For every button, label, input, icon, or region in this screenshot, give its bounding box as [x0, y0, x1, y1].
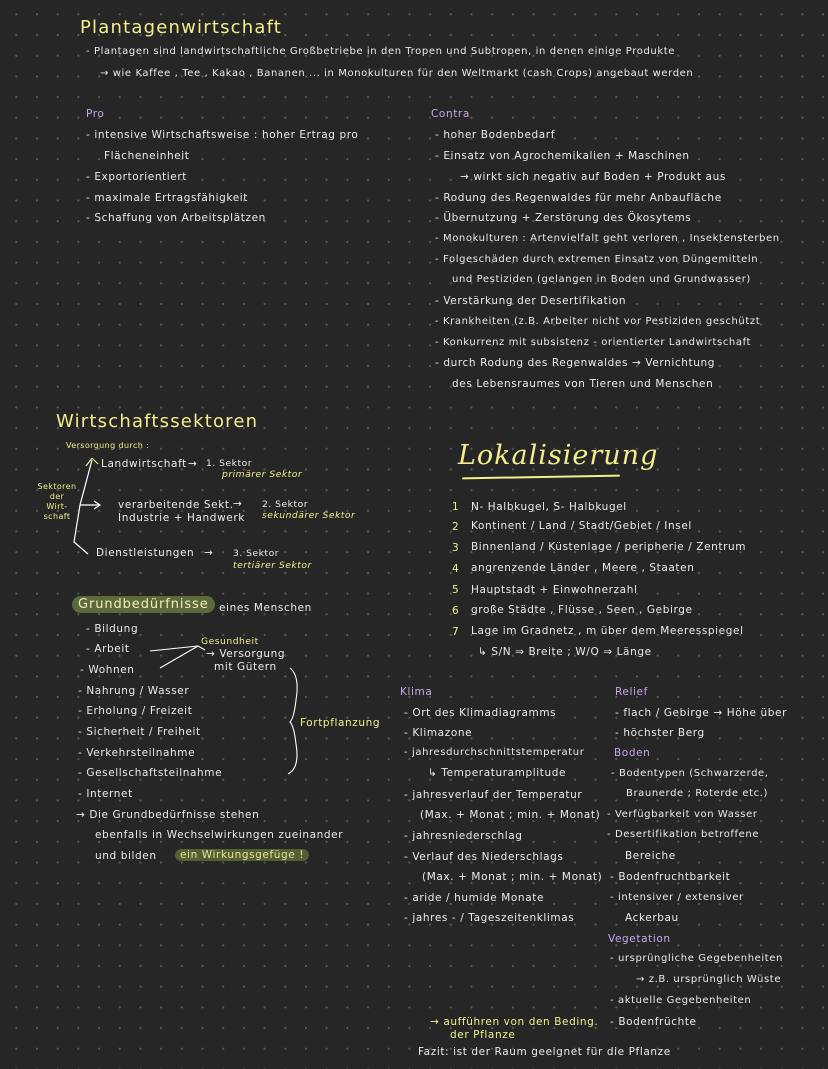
klima-item: - jahresdurchschnittstemperatur [404, 747, 585, 758]
grund-item: - Nahrung / Wasser [78, 685, 190, 697]
sektor-row3-number: 3. Sektor [233, 548, 279, 559]
contra-item: - Folgeschäden durch extremen Einsatz von Düngemitteln [435, 254, 759, 265]
boden-item: - Verfügbarkeit von Wasser [607, 809, 758, 820]
boden-heading: Boden [614, 747, 651, 759]
vegetation-item: - ursprüngliche Gegebenheiten [610, 953, 783, 964]
fazit-arrow-line1: → aufführen von den Beding. [430, 1016, 599, 1028]
grund-title: Grundbedürfnisse [72, 596, 215, 613]
fazit-text: Fazit: ist der Raum geeignet für die Pflanze [418, 1046, 671, 1058]
klima-item: - Verlauf des Niederschlags [404, 851, 564, 863]
plantagen-title: Plantagenwirtschaft [80, 17, 283, 38]
contra-item: - durch Rodung des Regenwaldes → Vernichtung [435, 357, 715, 369]
contra-item: - Verstärkung der Desertifikation [435, 295, 627, 307]
sektor-row3-name: tertiärer Sektor [233, 560, 312, 571]
grund-item: - Gesellschaftsteilnahme [78, 767, 223, 779]
sektor-row2-sublabel: Industrie + Handwerk [118, 512, 245, 524]
vegetation-item: - aktuelle Gegebenheiten [610, 995, 752, 1006]
lokal-item: N- Halbkugel, S- Halbkugel [471, 501, 627, 513]
fazit-arrow-line2: der Pflanze [450, 1029, 516, 1041]
sektor-row3-label: Dienstleistungen [96, 547, 195, 559]
grund-note-line1: → Die Grundbedürfnisse stehen [76, 809, 260, 821]
arrow-icon: → [233, 498, 243, 510]
sektor-row2-label: verarbeitende Sekt. [118, 499, 234, 511]
grund-versorgung: → Versorgung [206, 648, 286, 660]
contra-item: - Rodung des Regenwaldes für mehr Anbaufläche [435, 192, 722, 204]
klima-item: - Klimazone [404, 727, 473, 739]
grund-title-wrap [72, 597, 215, 612]
grund-fortpflanzung: Fortpflanzung [300, 717, 381, 729]
lokal-number: 2 [452, 521, 460, 533]
klima-item: ↳ Temperaturamplitude [428, 767, 567, 779]
lokal-number: 3 [452, 542, 460, 554]
klima-item: - Ort des Klimadiagramms [404, 707, 557, 719]
klima-item: - jahresverlauf der Temperatur [404, 789, 583, 801]
klima-item: - jahres - / Tageszeitenklimas [404, 912, 575, 924]
grund-item: - Wohnen [80, 664, 135, 676]
contra-item: - Monokulturen : Artenvielfalt geht verloren , Insektensterben [435, 233, 780, 244]
sektor-row2-name: sekundärer Sektor [262, 510, 356, 521]
boden-item: - Desertifikation betroffene [607, 829, 760, 840]
lokal-item: große Städte , Flüsse , Seen , Gebirge [471, 604, 693, 616]
sektor-row1-label: Landwirtschaft [101, 458, 187, 470]
pro-item: Flächeneinheit [104, 150, 190, 162]
lokal-item: Kontinent / Land / Stadt/Gebiet / Insel [471, 520, 692, 532]
klima-item: - aride / humide Monate [404, 892, 544, 904]
grund-item: - Verkehrsteilnahme [78, 747, 196, 759]
grund-item: - Sicherheit / Freiheit [78, 726, 201, 738]
grund-note-line3: und bilden [95, 850, 157, 862]
lokal-number: 6 [452, 605, 460, 617]
arrow-icon: → [188, 458, 198, 470]
sektoren-versorgung: Versorgung durch : [66, 441, 150, 450]
lokal-item: Hauptstadt + Einwohnerzahl [471, 584, 638, 596]
sektor-row2-number: 2. Sektor [262, 499, 308, 510]
contra-item: - Übernutzung + Zerstörung des Ökosytems [435, 212, 692, 224]
vegetation-item: - Bodenfrüchte [610, 1016, 697, 1028]
contra-item: des Lebensraumes von Tieren und Menschen [452, 378, 714, 390]
lokal-title: Lokalisierung [458, 440, 659, 471]
contra-item: → wirkt sich negativ auf Boden + Produkt aus [460, 171, 726, 183]
relief-item: - höchster Berg [615, 727, 705, 739]
boden-item: Bereiche [625, 850, 676, 862]
side-label-line: Sektoren [37, 482, 77, 491]
grund-item: - Internet [78, 788, 133, 800]
lokal-item: Binnenland / Küstenlage / peripherie / Zentrum [471, 541, 747, 553]
relief-heading: Relief [615, 686, 648, 698]
klima-item: (Max. + Monat ; min. + Monat) [420, 809, 601, 821]
grund-note-highlight-wrap [175, 848, 309, 862]
sektor-row1-number: 1. Sektor [206, 458, 252, 469]
pro-heading: Pro [86, 108, 105, 120]
klima-item: (Max. + Monat ; min. + Monat) [422, 871, 603, 883]
grund-title-suffix: eines Menschen [219, 602, 312, 614]
pro-item: - Schaffung von Arbeitsplätzen [86, 212, 266, 224]
contra-item: und Pestiziden (gelangen in Boden und Grundwasser) [452, 274, 751, 285]
pro-item: - intensive Wirtschaftsweise : hoher Ertrag pro [86, 129, 359, 141]
lokal-item: angrenzende Länder , Meere , Staaten [471, 562, 695, 574]
klima-heading: Klima [400, 686, 433, 698]
plantagen-definition-line2: → wie Kaffee , Tee , Kakao , Bananen ... in Monokulturen für den Weltmarkt (cash Crops) angebaut werden [100, 68, 694, 79]
grund-note-line2: ebenfalls in Wechselwirkungen zueinander [95, 829, 344, 841]
arrow-icon: → [204, 547, 214, 559]
vegetation-heading: Vegetation [608, 933, 671, 945]
lokal-item: Lage im Gradnetz , m über dem Meeresspiegel [471, 625, 744, 637]
sektoren-title: Wirtschaftssektoren [56, 411, 259, 432]
boden-item: - Bodenfruchtbarkeit [610, 871, 731, 883]
lokal-sub: ↳ S/N ⇒ Breite ; W/O ⇒ Länge [478, 646, 652, 658]
boden-item: Braunerde ; Roterde etc.) [626, 788, 769, 799]
grund-mit-guetern: mit Gütern [214, 661, 277, 673]
grund-note-highlight: ein Wirkungsgefüge ! [175, 849, 309, 861]
boden-item: - intensiver / extensiver [610, 892, 744, 903]
contra-item: - Einsatz von Agrochemikalien + Maschinen [435, 150, 690, 162]
lokal-number: 5 [452, 584, 460, 596]
grund-gesundheit: Gesundheit [201, 636, 259, 647]
relief-item: - flach / Gebirge → Höhe über [615, 707, 787, 719]
grund-item: - Bildung [86, 623, 139, 635]
grund-item: - Erholung / Freizeit [78, 705, 193, 717]
contra-item: - hoher Bodenbedarf [435, 129, 556, 141]
pro-item: - maximale Ertragsfähigkeit [86, 192, 249, 204]
boden-item: Ackerbau [625, 912, 679, 924]
plantagen-definition-line1: - Plantagen sind landwirtschaftliche Großbetriebe in den Tropen und Subtropen, in denen einige Produkte [86, 46, 676, 57]
pro-item: - Exportorientiert [86, 171, 187, 183]
contra-item: - Konkurrenz mit subsistenz - orientierter Landwirtschaft [435, 337, 752, 348]
lokal-number: 1 [452, 501, 460, 513]
sektor-row1-name: primärer Sektor [222, 469, 303, 480]
klima-item: - jahresniederschlag [404, 830, 523, 842]
boden-item: - Bodentypen (Schwarzerde, [611, 768, 769, 779]
lokal-number: 4 [452, 563, 460, 575]
grund-item: - Arbeit [86, 643, 130, 655]
side-label-line: der [49, 492, 65, 501]
lokal-number: 7 [452, 626, 460, 638]
vegetation-item: → z.B. ursprünglich Wüste [636, 974, 782, 985]
side-label-line: Wirt- [46, 502, 68, 511]
contra-item: - Krankheiten (z.B. Arbeiter nicht vor Pestiziden geschützt [435, 316, 761, 327]
side-label-line: schaft [43, 512, 71, 521]
contra-heading: Contra [431, 108, 470, 120]
